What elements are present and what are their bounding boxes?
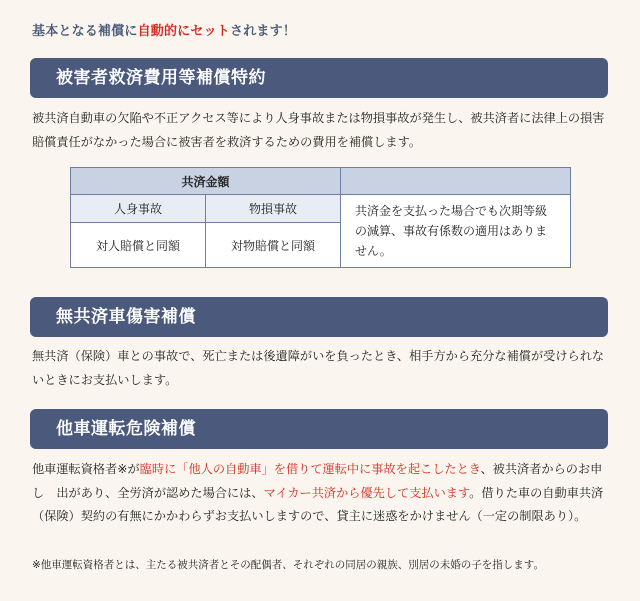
section1-title: 被害者救済費用等補償特約 xyxy=(30,58,608,98)
value-personal-injury: 対人賠償と同額 xyxy=(71,223,206,268)
coverage-table xyxy=(70,167,571,268)
section2-title: 無共済車傷害補償 xyxy=(30,297,608,337)
section3-body-part3: 。借りた車の自動車共済（保険）契約の有無にかかわらずお支払いしますので、貸主に迷惑をかけません（一定の制限あり）。 xyxy=(32,485,604,523)
col-property-damage: 物損事故 xyxy=(206,195,341,223)
intro-heading xyxy=(32,20,296,39)
intro-highlight: 自動的にセット xyxy=(137,24,231,39)
value-property-damage: 対物賠償と同額 xyxy=(206,223,341,268)
section3-highlight2: マイカー共済から優先して支払います xyxy=(263,485,470,500)
section3-title: 他車運転危険補償 xyxy=(30,409,608,449)
table-header-blank xyxy=(341,168,571,195)
section3-body-part2: 、被共済者からのお申し 出があり、全労済が認めた場合には、 xyxy=(32,462,603,500)
intro-prefix: 基本となる補償に xyxy=(32,24,138,39)
section3-body-part1: 他車運転資格者※が xyxy=(32,462,140,476)
section3-highlight1: 臨時に「他人の自動車」を借りて運転中に事故を起こしたとき xyxy=(139,462,481,476)
section1-body: 被共済自動車の欠陥や不正アクセス等により人身事故または物損事故が発生し、被共済者に法律上の損害賠償責任がなかった場合に被害者を救済するための費用を補償します。 xyxy=(32,111,605,149)
intro-suffix: されます！ xyxy=(230,24,297,39)
table-remark: 共済金を支払った場合でも次期等級の減算、事故有係数の適用はありません。 xyxy=(341,195,571,268)
section3-footnote: ※他車運転資格者とは、主たる被共済者とその配偶者、それぞれの同居の親族、別居の未婚の子を指します。 xyxy=(32,559,544,571)
section3-body xyxy=(32,458,612,529)
section2-body: 無共済（保険）車との事故で、死亡または後遺障がいを負ったとき、相手方から充分な補償が受けられないときにお支払いします。 xyxy=(32,349,605,387)
col-personal-injury: 人身事故 xyxy=(71,195,206,223)
table-header: 共済金額 xyxy=(71,168,341,195)
